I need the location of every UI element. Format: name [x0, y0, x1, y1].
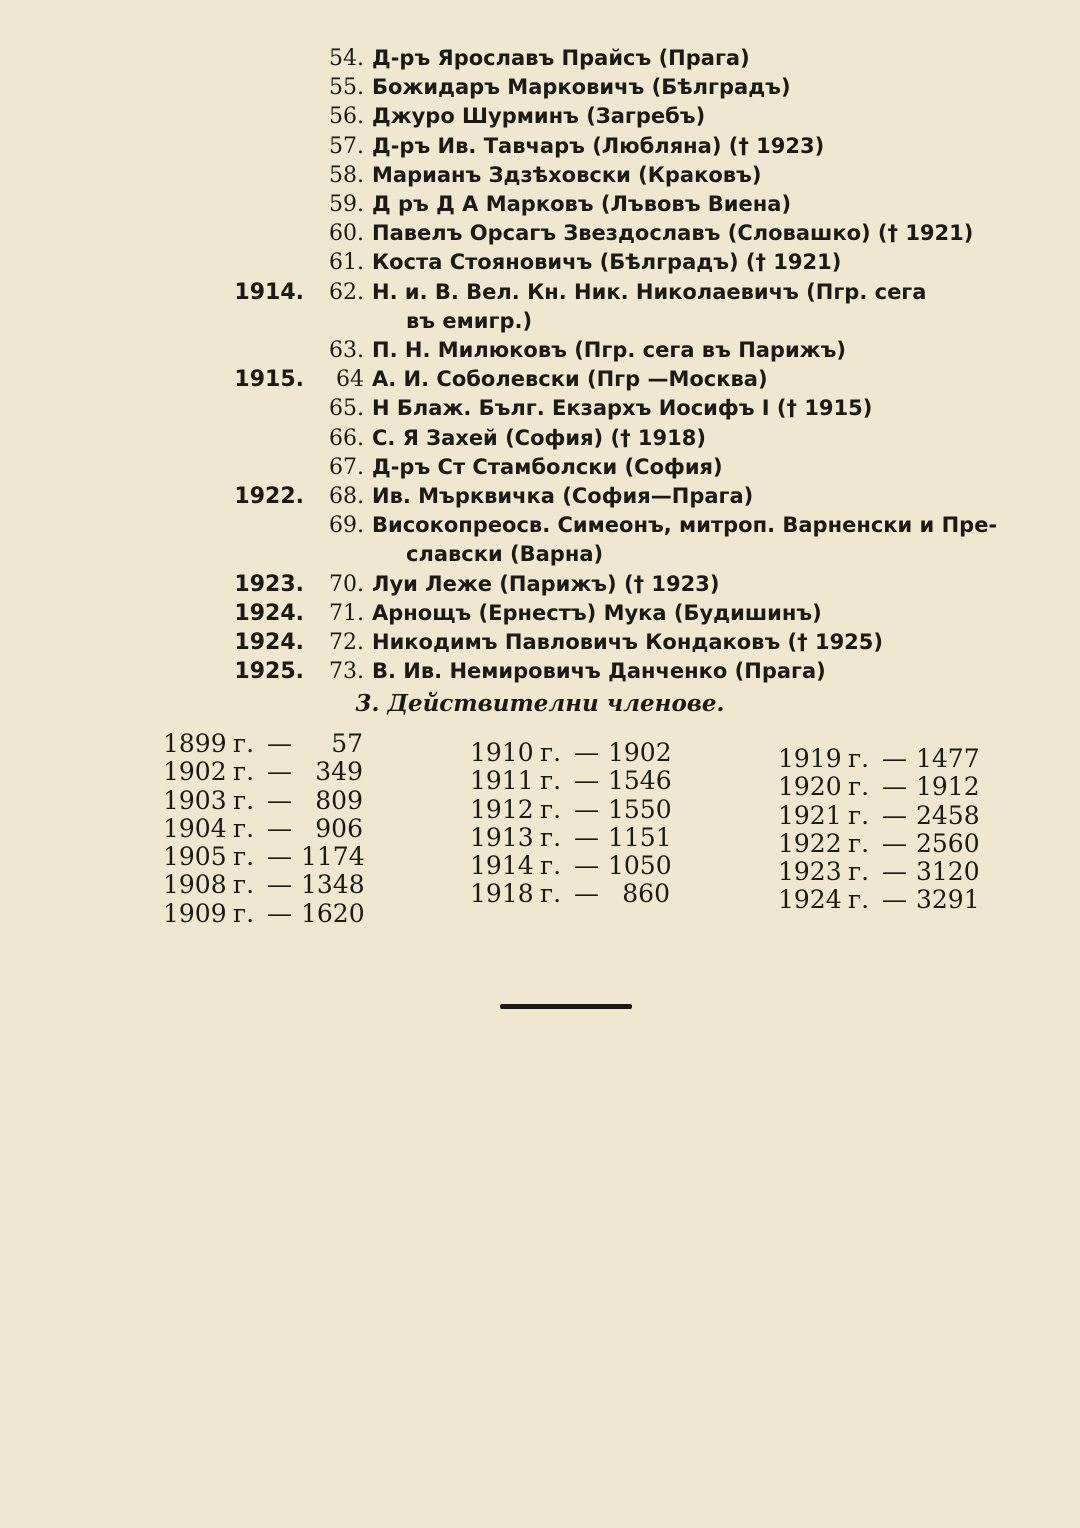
member-entry	[230, 453, 1010, 482]
member-entry	[230, 248, 1010, 277]
row-count: 3291	[916, 885, 980, 915]
entry-number: 67.	[329, 454, 364, 480]
row-abbr: г.	[848, 772, 870, 802]
member-entry	[230, 132, 1010, 161]
row-count: 1050	[608, 851, 672, 881]
entry-number: 70.	[329, 571, 364, 597]
table-row	[470, 824, 670, 852]
member-entry	[230, 336, 1010, 365]
member-entry	[230, 102, 1010, 131]
row-dash: —	[267, 898, 292, 928]
row-year: 1919	[778, 744, 842, 773]
row-count: 1477	[916, 744, 980, 773]
table-row	[163, 843, 363, 871]
entry-text: Никодимъ Павловичъ Кондаковъ († 1925)	[372, 630, 884, 655]
row-year: 1912	[470, 794, 534, 824]
row-abbr: г.	[848, 857, 870, 887]
entry-text: Луи Леже (Парижъ) († 1923)	[372, 571, 720, 596]
row-abbr: г.	[233, 785, 255, 815]
entry-text: Арнощъ (Ернестъ) Мука (Будишинъ)	[372, 600, 822, 625]
row-dash: —	[574, 879, 599, 909]
row-abbr: г.	[540, 822, 562, 852]
row-abbr: г.	[848, 885, 870, 915]
row-count: 1912	[916, 772, 980, 802]
row-abbr: г.	[540, 794, 562, 824]
entry-number: 58.	[329, 162, 364, 188]
row-abbr: г.	[540, 851, 562, 881]
entry-text: П. Н. Милюковъ (Пгр. сега въ Парижъ)	[372, 338, 846, 363]
entry-number: 65.	[329, 396, 364, 422]
row-dash: —	[882, 885, 907, 915]
row-count: 57	[331, 729, 363, 758]
row-dash: —	[267, 813, 292, 843]
row-dash: —	[267, 757, 292, 787]
entry-number: 56.	[329, 104, 364, 130]
entry-number: 69.	[329, 513, 364, 539]
entry-continuation: въ емигр.)	[406, 308, 533, 333]
member-entry	[230, 482, 1010, 511]
row-dash: —	[267, 729, 292, 758]
row-dash: —	[882, 772, 907, 802]
entry-text: Д-ръ Ст Стамболски (София)	[372, 454, 723, 479]
member-entry	[230, 161, 1010, 190]
entry-text: Джуро Шурминъ (Загребъ)	[372, 104, 706, 129]
row-dash: —	[882, 800, 907, 830]
member-entry	[230, 628, 1010, 657]
entry-year: 1914.	[234, 279, 304, 305]
member-entry	[230, 73, 1010, 102]
row-abbr: г.	[540, 879, 562, 909]
member-entry	[230, 394, 1010, 423]
member-entry	[230, 599, 1010, 628]
table-row	[778, 830, 978, 858]
table-row	[163, 758, 363, 786]
entry-text: Павелъ Орсагъ Звездославъ (Словашко) († 1921)	[372, 221, 974, 246]
entry-number: 61.	[329, 250, 364, 276]
entry-text: С. Я Захей (София) († 1918)	[372, 425, 706, 450]
row-count: 860	[622, 879, 670, 909]
table-row	[470, 796, 670, 824]
table-row	[778, 886, 978, 914]
members-table-col1	[163, 730, 363, 928]
table-row	[163, 730, 363, 758]
row-year: 1921	[778, 800, 842, 830]
row-count: 1174	[301, 842, 365, 872]
table-row	[778, 858, 978, 886]
row-abbr: г.	[233, 813, 255, 843]
member-entry	[230, 657, 1010, 686]
row-abbr: г.	[233, 870, 255, 900]
row-dash: —	[574, 822, 599, 852]
member-entry	[230, 365, 1010, 394]
row-year: 1914	[470, 851, 534, 881]
row-abbr: г.	[848, 744, 870, 773]
row-abbr: г.	[233, 842, 255, 872]
section-title: 3. Действителни членове.	[355, 690, 725, 717]
entry-text: Високопреосв. Симеонъ, митроп. Варненски и Пре-	[372, 513, 998, 538]
entry-text: Божидаръ Марковичъ (Бѣлградъ)	[372, 75, 791, 100]
entry-number: 64	[336, 367, 364, 393]
entry-number: 66.	[329, 425, 364, 451]
entry-number: 63.	[329, 338, 364, 364]
row-abbr: г.	[233, 757, 255, 787]
table-row	[470, 739, 670, 767]
entry-number: 57.	[329, 133, 364, 159]
table-row	[163, 815, 363, 843]
entry-year: 1915.	[234, 367, 304, 393]
row-abbr: г.	[540, 738, 562, 767]
closing-rule	[500, 1004, 632, 1009]
entry-year: 1922.	[234, 484, 304, 510]
row-count: 349	[315, 757, 363, 787]
row-abbr: г.	[848, 828, 870, 858]
entry-number: 59.	[329, 192, 364, 218]
member-entry	[230, 44, 1010, 73]
row-abbr: г.	[233, 898, 255, 928]
members-table-col3	[778, 745, 978, 915]
member-entry	[230, 424, 1010, 453]
row-year: 1902	[163, 757, 227, 787]
table-row	[470, 852, 670, 880]
member-entry	[230, 511, 1010, 540]
row-dash: —	[882, 744, 907, 773]
entry-number: 72.	[329, 630, 364, 656]
row-dash: —	[267, 785, 292, 815]
entry-text: Д-ръ Ив. Тавчаръ (Любляна) († 1923)	[372, 133, 825, 158]
entry-number: 54.	[329, 46, 364, 71]
entry-number: 62.	[329, 279, 364, 305]
entry-text: В. Ив. Немировичъ Данченко (Прага)	[372, 659, 826, 684]
row-year: 1924	[778, 885, 842, 915]
table-row	[778, 745, 978, 773]
row-count: 2458	[916, 800, 980, 830]
entry-text: Н. и. В. Вел. Кн. Ник. Николаевичъ (Пгр. сега	[372, 279, 927, 304]
row-year: 1910	[470, 738, 534, 767]
row-dash: —	[574, 794, 599, 824]
entry-year: 1925.	[234, 659, 304, 685]
member-entry	[230, 190, 1010, 219]
entry-text: Коста Стояновичъ (Бѣлградъ) († 1921)	[372, 250, 842, 275]
table-row	[163, 900, 363, 928]
member-entry	[230, 570, 1010, 599]
row-count: 1550	[608, 794, 672, 824]
entry-text: Н Блаж. Бълг. Екзархъ Иосифъ I († 1915)	[372, 396, 873, 421]
table-row	[470, 880, 670, 908]
row-count: 3120	[916, 857, 980, 887]
entry-year: 1924.	[234, 600, 304, 626]
entry-text: Д-ръ Ярославъ Прайсъ (Прага)	[372, 46, 750, 70]
entry-number: 68.	[329, 484, 364, 510]
entry-continuation: славски (Варна)	[406, 542, 604, 567]
row-year: 1920	[778, 772, 842, 802]
row-dash: —	[267, 870, 292, 900]
row-year: 1922	[778, 828, 842, 858]
member-entry	[230, 278, 1010, 307]
table-row	[778, 773, 978, 801]
entry-number: 73.	[329, 659, 364, 685]
row-dash: —	[574, 851, 599, 881]
row-year: 1899	[163, 729, 227, 758]
entry-text: Д ръ Д А Марковъ (Лъвовъ Виена)	[372, 192, 792, 217]
row-abbr: г.	[540, 766, 562, 796]
row-dash: —	[267, 842, 292, 872]
members-table-col2	[470, 739, 670, 909]
row-count: 1902	[608, 738, 672, 767]
entry-text: Марианъ Здзѣховски (Краковъ)	[372, 162, 762, 187]
row-dash: —	[882, 828, 907, 858]
entry-number: 71.	[329, 600, 364, 626]
row-year: 1904	[163, 813, 227, 843]
entry-year: 1924.	[234, 630, 304, 656]
row-year: 1903	[163, 785, 227, 815]
member-entry	[230, 219, 1010, 248]
row-count: 1151	[608, 822, 672, 852]
row-abbr: г.	[233, 729, 255, 758]
entry-number: 55.	[329, 75, 364, 101]
row-dash: —	[574, 738, 599, 767]
row-year: 1918	[470, 879, 534, 909]
row-year: 1908	[163, 870, 227, 900]
row-count: 906	[315, 813, 363, 843]
table-row	[470, 767, 670, 795]
row-dash: —	[882, 857, 907, 887]
row-dash: —	[574, 766, 599, 796]
row-count: 809	[315, 785, 363, 815]
row-count: 1620	[301, 898, 365, 928]
row-count: 1348	[301, 870, 365, 900]
member-list	[230, 44, 1010, 686]
entry-year: 1923.	[234, 571, 304, 597]
row-year: 1913	[470, 822, 534, 852]
table-row	[163, 787, 363, 815]
row-year: 1911	[470, 766, 534, 796]
row-year: 1905	[163, 842, 227, 872]
row-abbr: г.	[848, 800, 870, 830]
table-row	[163, 871, 363, 899]
row-year: 1909	[163, 898, 227, 928]
row-count: 1546	[608, 766, 672, 796]
entry-number: 60.	[329, 221, 364, 247]
row-count: 2560	[916, 828, 980, 858]
entry-text: А. И. Соболевски (Пгр —Москва)	[372, 367, 768, 392]
entry-text: Ив. Мърквичка (София—Прага)	[372, 484, 754, 509]
row-year: 1923	[778, 857, 842, 887]
table-row	[778, 802, 978, 830]
